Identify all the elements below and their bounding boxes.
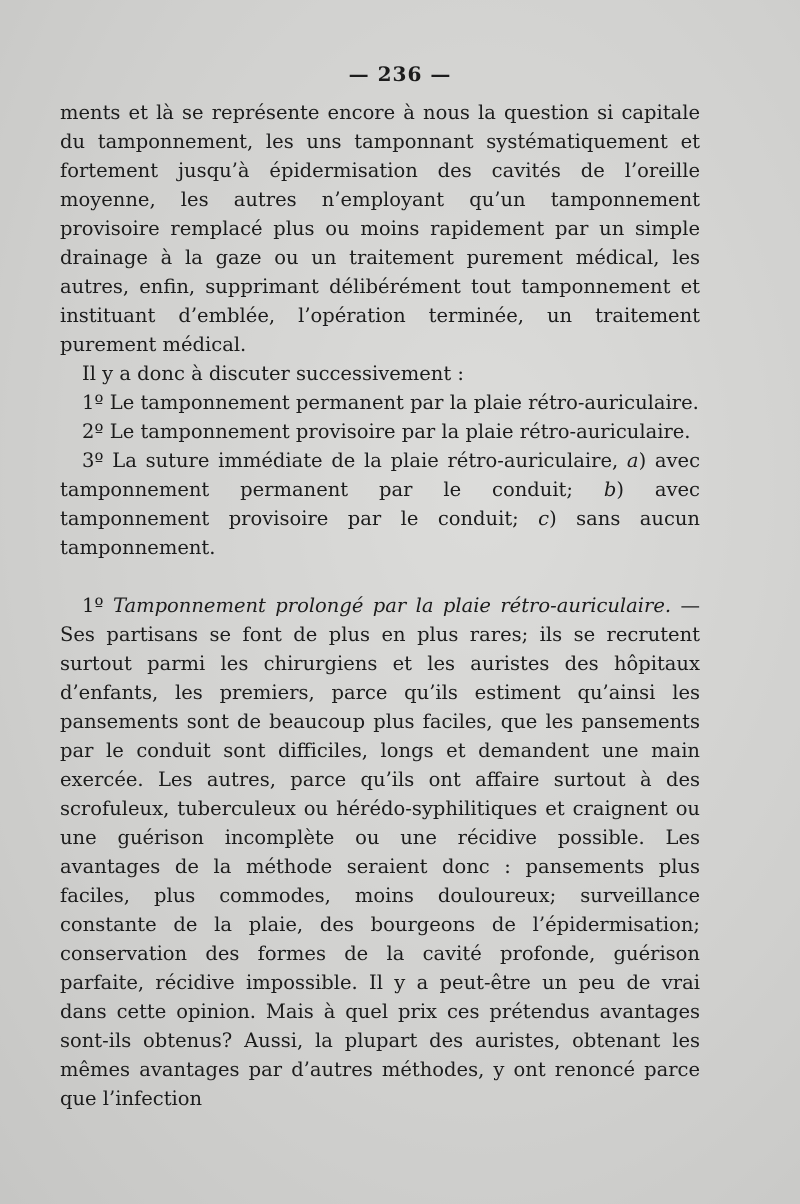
list-item-3-text-2: ) avec tamponnement permanent par le conduit; (60, 449, 700, 501)
list-item-3 (60, 446, 700, 562)
list-item-3-letter-c: c (538, 507, 550, 530)
section-paragraph (60, 591, 700, 1113)
list-item-3-letter-a: a (626, 449, 639, 472)
section-number: 1º (82, 594, 113, 617)
list-item-3-text-4: ) sans aucun tamponnement. (60, 507, 700, 559)
paragraph-intro-list: Il y a donc à discuter successivement : (82, 362, 464, 385)
list-item-3-text-1: 3º La suture immédiate de la plaie rétro-auriculaire, (82, 449, 627, 472)
body-text (60, 98, 700, 1113)
paragraph-continuation: ments et là se représente encore à nous la question si capitale du tamponnement, les uns tamponnant systématiquement et fortement jusqu’à épidermisation des cavités de l’oreille moyenne, les autres n’employant qu’un tamponnement provisoire remplacé plus ou moins rapidement par un simple drainage à la gaze ou un traitement purement médical, les autres, enfin, supprimant délibérément tout tamponnement et instituant d’emblée, l’opération terminée, un traitement purement médical. (60, 101, 700, 356)
section-heading: Tamponnement prolongé par la plaie rétro-auriculaire. (112, 594, 672, 617)
section-body: — Ses partisans se font de plus en plus rares; ils se recrutent surtout parmi les chirurgiens et les auristes des hôpitaux d’enfants, les premiers, parce qu’ils estiment qu’ainsi les pansements sont de beaucoup plus faciles, que les pansements par le conduit sont difficiles, longs et demandent une main exercée. Les autres, parce qu’ils ont affaire surtout à des scrofuleux, tuberculeux ou hérédo-syphilitiques et craignent ou une guérison incomplète ou une récidive possible. Les avantages de la méthode seraient donc : pansements plus faciles, plus commodes, moins douloureux; surveillance constante de la plaie, des bourgeons de l’épidermisation; conservation des formes de la cavité profonde, guérison parfaite, récidive impossible. Il y a peut-être un peu de vrai dans cette opinion. Mais à quel prix ces prétendus avantages sont-ils obtenus? Aussi, la plupart des auristes, obtenant les mêmes avantages par d’autres méthodes, y ont renoncé parce que l’infection (60, 594, 700, 1110)
list-item-3-text-3: ) avec tamponnement provisoire par le conduit; (60, 478, 700, 530)
list-item-1: 1º Le tamponnement permanent par la plaie rétro-auriculaire. (82, 391, 699, 414)
list-item-2: 2º Le tamponnement provisoire par la plaie rétro-auriculaire. (82, 420, 691, 443)
list-item-3-letter-b: b (603, 478, 617, 501)
page-number: — 236 — (348, 62, 452, 86)
